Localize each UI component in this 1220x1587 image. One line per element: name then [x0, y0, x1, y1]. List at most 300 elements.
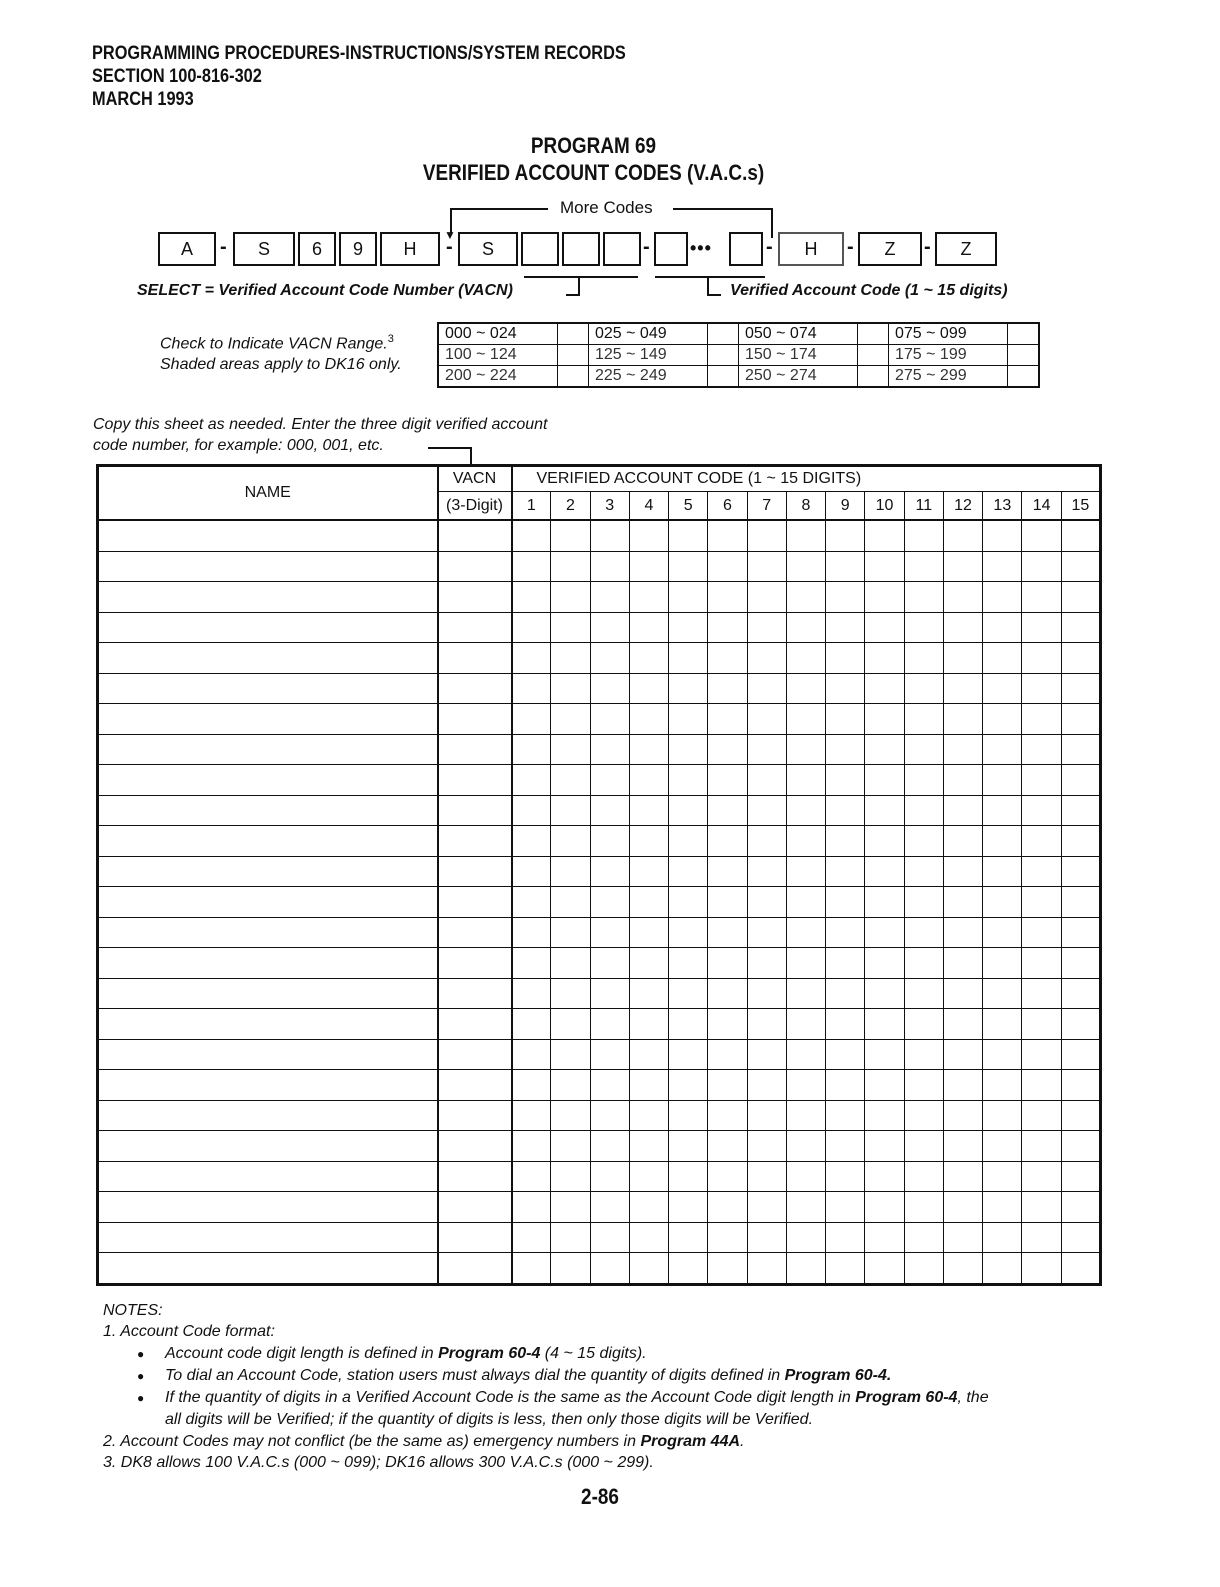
digit-cell[interactable]: [943, 520, 982, 551]
digit-cell[interactable]: [708, 856, 747, 887]
name-cell[interactable]: [98, 551, 438, 582]
digit-cell[interactable]: [943, 887, 982, 918]
digit-cell[interactable]: [747, 1253, 786, 1285]
digit-cell[interactable]: [708, 1009, 747, 1040]
digit-cell[interactable]: [943, 1131, 982, 1162]
digit-cell[interactable]: [943, 978, 982, 1009]
digit-cell[interactable]: [747, 582, 786, 613]
digit-cell[interactable]: [865, 704, 904, 735]
digit-cell[interactable]: [786, 978, 825, 1009]
digit-cell[interactable]: [708, 917, 747, 948]
digit-cell[interactable]: [904, 1131, 943, 1162]
digit-cell[interactable]: [551, 765, 590, 796]
digit-cell[interactable]: [708, 520, 747, 551]
digit-cell[interactable]: [512, 826, 551, 857]
digit-cell[interactable]: [943, 765, 982, 796]
digit-cell[interactable]: [512, 917, 551, 948]
digit-cell[interactable]: [904, 856, 943, 887]
digit-cell[interactable]: [1022, 826, 1061, 857]
name-cell[interactable]: [98, 1070, 438, 1101]
digit-cell[interactable]: [551, 1009, 590, 1040]
digit-cell[interactable]: [1061, 856, 1100, 887]
digit-cell[interactable]: [943, 704, 982, 735]
digit-cell[interactable]: [904, 1039, 943, 1070]
digit-cell[interactable]: [590, 978, 629, 1009]
digit-cell[interactable]: [1022, 1161, 1061, 1192]
digit-cell[interactable]: [983, 1222, 1022, 1253]
digit-cell[interactable]: [590, 948, 629, 979]
digit-cell[interactable]: [629, 1039, 668, 1070]
digit-cell[interactable]: [669, 1039, 708, 1070]
vacn-cell[interactable]: [438, 704, 512, 735]
digit-cell[interactable]: [1061, 948, 1100, 979]
digit-cell[interactable]: [786, 734, 825, 765]
digit-cell[interactable]: [983, 582, 1022, 613]
name-cell[interactable]: [98, 826, 438, 857]
digit-cell[interactable]: [904, 551, 943, 582]
digit-cell[interactable]: [551, 1253, 590, 1285]
digit-cell[interactable]: [708, 734, 747, 765]
digit-cell[interactable]: [590, 551, 629, 582]
digit-cell[interactable]: [1061, 1222, 1100, 1253]
digit-cell[interactable]: [983, 643, 1022, 674]
digit-cell[interactable]: [1022, 612, 1061, 643]
digit-cell[interactable]: [904, 1070, 943, 1101]
digit-cell[interactable]: [629, 826, 668, 857]
digit-cell[interactable]: [983, 856, 1022, 887]
name-cell[interactable]: [98, 917, 438, 948]
digit-cell[interactable]: [629, 582, 668, 613]
digit-cell[interactable]: [786, 1009, 825, 1040]
digit-cell[interactable]: [708, 1100, 747, 1131]
range-checkbox[interactable]: [858, 345, 889, 366]
digit-cell[interactable]: [786, 1131, 825, 1162]
digit-cell[interactable]: [551, 520, 590, 551]
digit-cell[interactable]: [826, 856, 865, 887]
digit-cell[interactable]: [629, 1009, 668, 1040]
vacn-cell[interactable]: [438, 1222, 512, 1253]
digit-cell[interactable]: [629, 856, 668, 887]
digit-cell[interactable]: [1061, 978, 1100, 1009]
name-cell[interactable]: [98, 1192, 438, 1223]
digit-cell[interactable]: [747, 704, 786, 735]
digit-cell[interactable]: [1061, 1131, 1100, 1162]
digit-cell[interactable]: [708, 1192, 747, 1223]
vacn-cell[interactable]: [438, 1039, 512, 1070]
digit-cell[interactable]: [590, 1070, 629, 1101]
digit-cell[interactable]: [826, 734, 865, 765]
digit-cell[interactable]: [590, 1253, 629, 1285]
digit-cell[interactable]: [747, 1131, 786, 1162]
digit-cell[interactable]: [669, 1100, 708, 1131]
digit-cell[interactable]: [551, 551, 590, 582]
digit-cell[interactable]: [512, 520, 551, 551]
name-cell[interactable]: [98, 856, 438, 887]
vacn-cell[interactable]: [438, 582, 512, 613]
digit-cell[interactable]: [708, 1070, 747, 1101]
digit-cell[interactable]: [865, 826, 904, 857]
digit-cell[interactable]: [1022, 734, 1061, 765]
digit-cell[interactable]: [629, 765, 668, 796]
name-cell[interactable]: [98, 734, 438, 765]
digit-cell[interactable]: [629, 520, 668, 551]
digit-cell[interactable]: [669, 856, 708, 887]
digit-cell[interactable]: [904, 704, 943, 735]
digit-cell[interactable]: [708, 1222, 747, 1253]
digit-cell[interactable]: [865, 734, 904, 765]
digit-cell[interactable]: [1022, 643, 1061, 674]
digit-cell[interactable]: [747, 917, 786, 948]
digit-cell[interactable]: [590, 734, 629, 765]
digit-cell[interactable]: [669, 734, 708, 765]
digit-cell[interactable]: [904, 826, 943, 857]
digit-cell[interactable]: [1022, 978, 1061, 1009]
digit-cell[interactable]: [708, 1131, 747, 1162]
digit-cell[interactable]: [669, 704, 708, 735]
digit-cell[interactable]: [1022, 1070, 1061, 1101]
digit-cell[interactable]: [826, 887, 865, 918]
digit-cell[interactable]: [669, 612, 708, 643]
digit-cell[interactable]: [1061, 765, 1100, 796]
digit-cell[interactable]: [747, 612, 786, 643]
digit-cell[interactable]: [708, 1161, 747, 1192]
digit-cell[interactable]: [943, 1222, 982, 1253]
digit-cell[interactable]: [747, 856, 786, 887]
digit-cell[interactable]: [943, 1009, 982, 1040]
digit-cell[interactable]: [590, 1192, 629, 1223]
digit-cell[interactable]: [669, 826, 708, 857]
digit-cell[interactable]: [551, 734, 590, 765]
digit-cell[interactable]: [551, 887, 590, 918]
digit-cell[interactable]: [551, 917, 590, 948]
digit-cell[interactable]: [747, 1100, 786, 1131]
digit-cell[interactable]: [669, 643, 708, 674]
digit-cell[interactable]: [551, 948, 590, 979]
digit-cell[interactable]: [904, 582, 943, 613]
digit-cell[interactable]: [983, 1100, 1022, 1131]
digit-cell[interactable]: [669, 948, 708, 979]
digit-cell[interactable]: [629, 704, 668, 735]
vacn-cell[interactable]: [438, 887, 512, 918]
digit-cell[interactable]: [551, 826, 590, 857]
digit-cell[interactable]: [551, 704, 590, 735]
digit-cell[interactable]: [983, 612, 1022, 643]
digit-cell[interactable]: [1061, 887, 1100, 918]
digit-cell[interactable]: [826, 704, 865, 735]
digit-cell[interactable]: [943, 734, 982, 765]
digit-cell[interactable]: [669, 1222, 708, 1253]
digit-cell[interactable]: [590, 765, 629, 796]
digit-cell[interactable]: [826, 1161, 865, 1192]
digit-cell[interactable]: [865, 978, 904, 1009]
name-cell[interactable]: [98, 765, 438, 796]
digit-cell[interactable]: [826, 1009, 865, 1040]
digit-cell[interactable]: [1061, 704, 1100, 735]
digit-cell[interactable]: [1022, 1131, 1061, 1162]
digit-cell[interactable]: [786, 1161, 825, 1192]
digit-cell[interactable]: [747, 1039, 786, 1070]
range-checkbox[interactable]: [708, 345, 739, 366]
digit-cell[interactable]: [904, 734, 943, 765]
vacn-cell[interactable]: [438, 734, 512, 765]
digit-cell[interactable]: [904, 887, 943, 918]
digit-cell[interactable]: [512, 1100, 551, 1131]
name-cell[interactable]: [98, 1100, 438, 1131]
vacn-cell[interactable]: [438, 795, 512, 826]
digit-cell[interactable]: [512, 887, 551, 918]
digit-cell[interactable]: [904, 765, 943, 796]
digit-cell[interactable]: [669, 673, 708, 704]
digit-cell[interactable]: [1022, 551, 1061, 582]
digit-cell[interactable]: [786, 704, 825, 735]
digit-cell[interactable]: [786, 643, 825, 674]
digit-cell[interactable]: [629, 917, 668, 948]
digit-cell[interactable]: [669, 1253, 708, 1285]
digit-cell[interactable]: [786, 1222, 825, 1253]
digit-cell[interactable]: [1022, 582, 1061, 613]
digit-cell[interactable]: [826, 1039, 865, 1070]
digit-cell[interactable]: [1061, 734, 1100, 765]
digit-cell[interactable]: [904, 1253, 943, 1285]
digit-cell[interactable]: [590, 704, 629, 735]
digit-cell[interactable]: [865, 1100, 904, 1131]
digit-cell[interactable]: [1022, 1039, 1061, 1070]
digit-cell[interactable]: [590, 1222, 629, 1253]
digit-cell[interactable]: [669, 765, 708, 796]
digit-cell[interactable]: [865, 948, 904, 979]
digit-cell[interactable]: [551, 1039, 590, 1070]
digit-cell[interactable]: [747, 1009, 786, 1040]
vacn-cell[interactable]: [438, 765, 512, 796]
digit-cell[interactable]: [747, 1222, 786, 1253]
digit-cell[interactable]: [826, 795, 865, 826]
digit-cell[interactable]: [983, 765, 1022, 796]
digit-cell[interactable]: [590, 826, 629, 857]
digit-cell[interactable]: [786, 1039, 825, 1070]
digit-cell[interactable]: [1061, 1192, 1100, 1223]
digit-cell[interactable]: [1061, 1039, 1100, 1070]
digit-cell[interactable]: [983, 1070, 1022, 1101]
name-cell[interactable]: [98, 582, 438, 613]
digit-cell[interactable]: [708, 704, 747, 735]
vacn-cell[interactable]: [438, 1161, 512, 1192]
digit-cell[interactable]: [983, 1161, 1022, 1192]
digit-cell[interactable]: [512, 643, 551, 674]
digit-cell[interactable]: [943, 1253, 982, 1285]
digit-cell[interactable]: [786, 856, 825, 887]
digit-cell[interactable]: [512, 856, 551, 887]
digit-cell[interactable]: [904, 1192, 943, 1223]
digit-cell[interactable]: [629, 734, 668, 765]
digit-cell[interactable]: [865, 1131, 904, 1162]
digit-cell[interactable]: [1022, 887, 1061, 918]
digit-cell[interactable]: [786, 948, 825, 979]
vacn-cell[interactable]: [438, 551, 512, 582]
digit-cell[interactable]: [983, 704, 1022, 735]
vacn-cell[interactable]: [438, 826, 512, 857]
digit-cell[interactable]: [512, 1009, 551, 1040]
digit-cell[interactable]: [747, 978, 786, 1009]
digit-cell[interactable]: [629, 1253, 668, 1285]
digit-cell[interactable]: [826, 582, 865, 613]
digit-cell[interactable]: [629, 795, 668, 826]
digit-cell[interactable]: [512, 704, 551, 735]
vacn-cell[interactable]: [438, 978, 512, 1009]
digit-cell[interactable]: [826, 917, 865, 948]
digit-cell[interactable]: [943, 612, 982, 643]
digit-cell[interactable]: [943, 582, 982, 613]
name-cell[interactable]: [98, 643, 438, 674]
digit-cell[interactable]: [629, 1131, 668, 1162]
digit-cell[interactable]: [786, 1253, 825, 1285]
range-checkbox[interactable]: [858, 366, 889, 388]
vacn-cell[interactable]: [438, 948, 512, 979]
digit-cell[interactable]: [708, 551, 747, 582]
digit-cell[interactable]: [669, 1009, 708, 1040]
digit-cell[interactable]: [943, 551, 982, 582]
digit-cell[interactable]: [629, 1222, 668, 1253]
digit-cell[interactable]: [747, 734, 786, 765]
digit-cell[interactable]: [983, 887, 1022, 918]
digit-cell[interactable]: [1022, 765, 1061, 796]
digit-cell[interactable]: [826, 765, 865, 796]
digit-cell[interactable]: [786, 1192, 825, 1223]
digit-cell[interactable]: [590, 520, 629, 551]
digit-cell[interactable]: [865, 1192, 904, 1223]
digit-cell[interactable]: [983, 734, 1022, 765]
vacn-cell[interactable]: [438, 917, 512, 948]
range-checkbox[interactable]: [1008, 323, 1040, 345]
digit-cell[interactable]: [983, 795, 1022, 826]
digit-cell[interactable]: [590, 582, 629, 613]
digit-cell[interactable]: [512, 1070, 551, 1101]
digit-cell[interactable]: [551, 1131, 590, 1162]
digit-cell[interactable]: [826, 1222, 865, 1253]
digit-cell[interactable]: [983, 551, 1022, 582]
digit-cell[interactable]: [865, 856, 904, 887]
digit-cell[interactable]: [551, 795, 590, 826]
digit-cell[interactable]: [708, 887, 747, 918]
digit-cell[interactable]: [590, 917, 629, 948]
digit-cell[interactable]: [1061, 643, 1100, 674]
digit-cell[interactable]: [786, 582, 825, 613]
digit-cell[interactable]: [551, 1222, 590, 1253]
digit-cell[interactable]: [747, 826, 786, 857]
digit-cell[interactable]: [747, 1161, 786, 1192]
digit-cell[interactable]: [1061, 795, 1100, 826]
digit-cell[interactable]: [983, 1131, 1022, 1162]
digit-cell[interactable]: [904, 673, 943, 704]
digit-cell[interactable]: [865, 1161, 904, 1192]
digit-cell[interactable]: [786, 551, 825, 582]
digit-cell[interactable]: [512, 795, 551, 826]
digit-cell[interactable]: [904, 520, 943, 551]
digit-cell[interactable]: [551, 856, 590, 887]
digit-cell[interactable]: [786, 826, 825, 857]
digit-cell[interactable]: [629, 673, 668, 704]
digit-cell[interactable]: [1061, 551, 1100, 582]
digit-cell[interactable]: [826, 643, 865, 674]
digit-cell[interactable]: [708, 795, 747, 826]
digit-cell[interactable]: [1022, 520, 1061, 551]
vacn-cell[interactable]: [438, 520, 512, 551]
digit-cell[interactable]: [826, 826, 865, 857]
digit-cell[interactable]: [786, 887, 825, 918]
digit-cell[interactable]: [708, 826, 747, 857]
digit-cell[interactable]: [1022, 917, 1061, 948]
vacn-cell[interactable]: [438, 673, 512, 704]
digit-cell[interactable]: [708, 582, 747, 613]
digit-cell[interactable]: [551, 673, 590, 704]
digit-cell[interactable]: [629, 887, 668, 918]
digit-cell[interactable]: [904, 948, 943, 979]
digit-cell[interactable]: [904, 1161, 943, 1192]
digit-cell[interactable]: [669, 520, 708, 551]
digit-cell[interactable]: [826, 1131, 865, 1162]
digit-cell[interactable]: [669, 551, 708, 582]
digit-cell[interactable]: [747, 948, 786, 979]
digit-cell[interactable]: [551, 612, 590, 643]
digit-cell[interactable]: [512, 1192, 551, 1223]
digit-cell[interactable]: [629, 643, 668, 674]
digit-cell[interactable]: [590, 1161, 629, 1192]
digit-cell[interactable]: [826, 673, 865, 704]
digit-cell[interactable]: [1061, 1070, 1100, 1101]
digit-cell[interactable]: [590, 1100, 629, 1131]
digit-cell[interactable]: [943, 948, 982, 979]
digit-cell[interactable]: [512, 1131, 551, 1162]
digit-cell[interactable]: [669, 582, 708, 613]
digit-cell[interactable]: [590, 1039, 629, 1070]
digit-cell[interactable]: [865, 582, 904, 613]
digit-cell[interactable]: [786, 1070, 825, 1101]
range-checkbox[interactable]: [708, 366, 739, 388]
digit-cell[interactable]: [747, 765, 786, 796]
digit-cell[interactable]: [943, 1039, 982, 1070]
name-cell[interactable]: [98, 1009, 438, 1040]
digit-cell[interactable]: [904, 795, 943, 826]
digit-cell[interactable]: [865, 1070, 904, 1101]
digit-cell[interactable]: [865, 917, 904, 948]
digit-cell[interactable]: [747, 551, 786, 582]
digit-cell[interactable]: [669, 887, 708, 918]
digit-cell[interactable]: [1061, 1253, 1100, 1285]
digit-cell[interactable]: [865, 1009, 904, 1040]
digit-cell[interactable]: [983, 1253, 1022, 1285]
digit-cell[interactable]: [669, 1192, 708, 1223]
digit-cell[interactable]: [1022, 1100, 1061, 1131]
vacn-cell[interactable]: [438, 1192, 512, 1223]
digit-cell[interactable]: [629, 948, 668, 979]
digit-cell[interactable]: [865, 551, 904, 582]
digit-cell[interactable]: [943, 1100, 982, 1131]
digit-cell[interactable]: [983, 1192, 1022, 1223]
vacn-cell[interactable]: [438, 856, 512, 887]
digit-cell[interactable]: [1061, 826, 1100, 857]
vacn-cell[interactable]: [438, 612, 512, 643]
digit-cell[interactable]: [826, 948, 865, 979]
digit-cell[interactable]: [786, 795, 825, 826]
digit-cell[interactable]: [1061, 1100, 1100, 1131]
digit-cell[interactable]: [747, 887, 786, 918]
digit-cell[interactable]: [590, 1009, 629, 1040]
range-checkbox[interactable]: [558, 323, 589, 345]
digit-cell[interactable]: [1022, 948, 1061, 979]
digit-cell[interactable]: [747, 643, 786, 674]
digit-cell[interactable]: [512, 1161, 551, 1192]
digit-cell[interactable]: [1061, 917, 1100, 948]
digit-cell[interactable]: [669, 917, 708, 948]
